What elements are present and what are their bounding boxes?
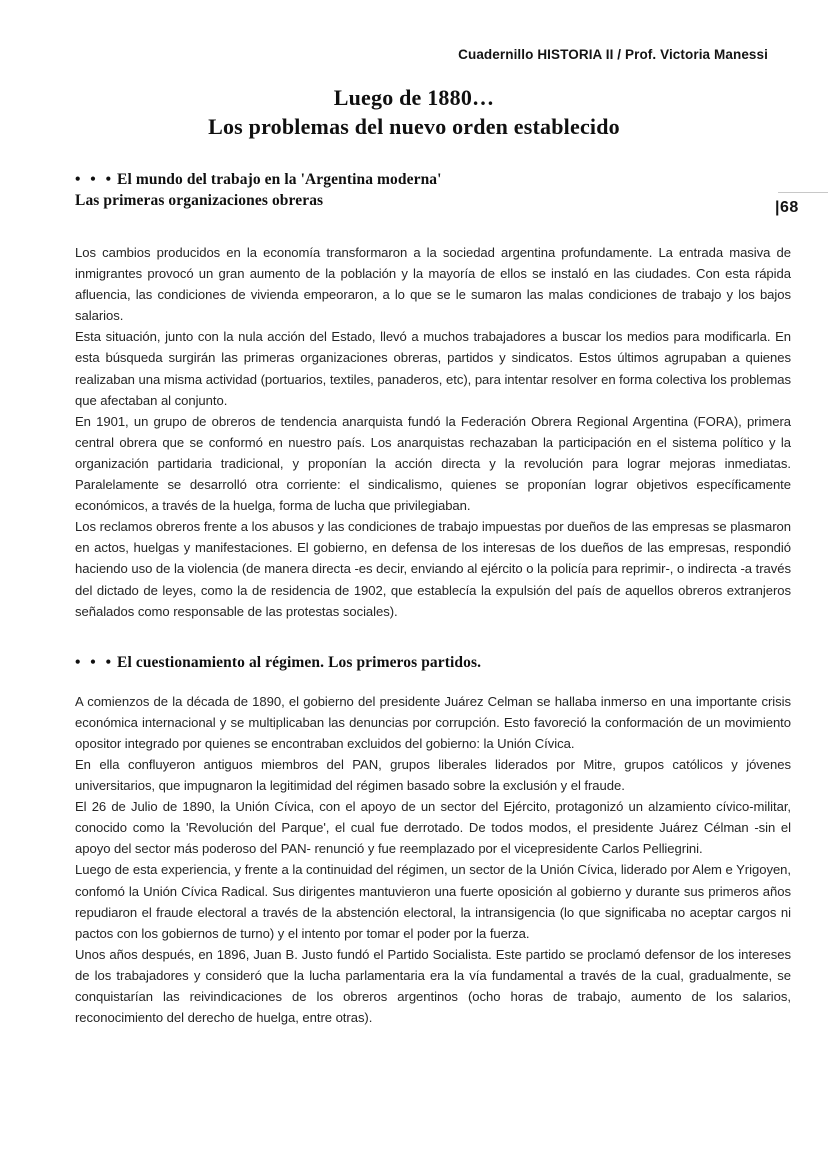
paragraph: El 26 de Julio de 1890, la Unión Cívica, con el apoyo de un sector del Ejército, protagonizó un alzamiento cívico-militar, conocido como la 'Revolución del Parque', el cual fue derrotado. De todos modos, el presidente Juárez Célman -sin el apoyo del sector más poderoso del PAN- renunció y fue reemplazado por el vicepresidente Carlos Pelliegrini. [75, 799, 791, 857]
section-heading-1-text: El mundo del trabajo en la 'Argentina moderna' [117, 171, 442, 188]
section-heading-2-text: El cuestionamiento al régimen. Los primeros partidos. [117, 653, 482, 671]
page-title-line-1: Luego de 1880… [333, 85, 495, 110]
bullet-marker-1: • • • [75, 171, 115, 188]
section-subheading-1: Las primeras organizaciones obreras [75, 192, 324, 209]
section-heading-2 [75, 653, 791, 673]
section-work-world [75, 170, 791, 622]
section-regime-questioning [75, 653, 791, 1029]
document-body [75, 170, 791, 1028]
page-title [0, 84, 828, 141]
bullet-marker-2: • • • [75, 653, 115, 671]
page-number: |68 [775, 199, 799, 216]
paragraph: Unos años después, en 1896, Juan B. Justo fundó el Partido Socialista. Este partido se proclamó defensor de los intereses de los trabajadores y consideró que la lucha parlamentaria era la vía fundamental a través de la cual, gradualmente, se conquistarían las reivindicaciones de los obreros argentinos (ocho horas de trabajo, aumento de los salarios, reconocimiento del derecho de huelga, entre otras). [75, 946, 791, 1026]
paragraph: En ella confluyeron antiguos miembros del PAN, grupos liberales liderados por Mitre, grupos católicos y jóvenes universitarios, que impugnaron la legitimidad del régimen basado sobre la exclusión y el fraude. [75, 756, 791, 794]
paragraph: Esta situación, junto con la nula acción del Estado, llevó a muchos trabajadores a buscar los medios para modificarla. En esta búsqueda surgirán las primeras organizaciones obreras, partidos y sindicatos. Estos últimos agrupaban a quienes realizaban una misma actividad (portuarios, textiles, panaderos, etc), para intentar resolver en forma colectiva los problemas que afectaban al conjunto. [75, 329, 791, 408]
running-header: Cuadernillo HISTORIA II / Prof. Victoria Manessi [458, 47, 768, 62]
paragraph: A comienzos de la década de 1890, el gobierno del presidente Juárez Celman se hallaba inmerso en una importante crisis económica internacional y se multiplicaban las denuncias por corrupción. Esto favoreció la conformación de un movimiento opositor integrado por quienes se encontraban excluidos del gobierno: la Unión Cívica. [75, 693, 791, 751]
paragraph: Luego de esta experiencia, y frente a la continuidad del régimen, un sector de la Unión Cívica, liderado por Alem e Yrigoyen, confomó la Unión Cívica Radical. Sus dirigentes mantuvieron una fuerte oposición al gobierno y durante sus primeros años repudiaron el fraude electoral a través de la abstención electoral, la intransigencia (lo que significaba no aceptar cargos ni pactos con los gobiernos de turno) y el intento por tomar el poder por la fuerza. [75, 862, 791, 941]
page-title-line-2: Los problemas del nuevo orden establecido [208, 114, 620, 139]
paragraph: Los cambios producidos en la economía transformaron a la sociedad argentina profundamente. La entrada masiva de inmigrantes provocó un gran aumento de la población y la mayoría de ellos se instaló en las ciudades. Con esta rápida afluencia, las condiciones de vivienda empeoraron, a lo que se le sumaron las malas condiciones de trabajo y los bajos salarios. [75, 245, 791, 324]
section-heading-1 [75, 170, 791, 190]
paragraph: En 1901, un grupo de obreros de tendencia anarquista fundó la Federación Obrera Regional Argentina (FORA), primera central obrera que se conformó en nuestro país. Los anarquistas rechazaban la participación en el sistema político y la organización partidaria tradicional, y proponían la acción directa y la revolución para lograr mejoras inmediatas. Paralelamente se desarrolló otra corriente: el sindicalismo, quienes se proponían lograr objetivos específicamente económicos, a través de la huelga, forma de lucha que privilegiaban. [75, 413, 791, 514]
paragraph: Los reclamos obreros frente a los abusos y las condiciones de trabajo impuestas por dueños de las empresas se plasmaron en actos, huelgas y manifestaciones. El gobierno, en defensa de los interesas de los dueños de las empresas, respondió haciendo uso de la violencia (de manera directa -es decir, enviando al ejército o la policía para reprimir-, o indirecta -a través del dictado de leyes, como la de residencia de 1902, que establecía la expulsión del país de aquellos obreros extranjeros señalados como responsable de las protestas sociales). [75, 519, 791, 619]
